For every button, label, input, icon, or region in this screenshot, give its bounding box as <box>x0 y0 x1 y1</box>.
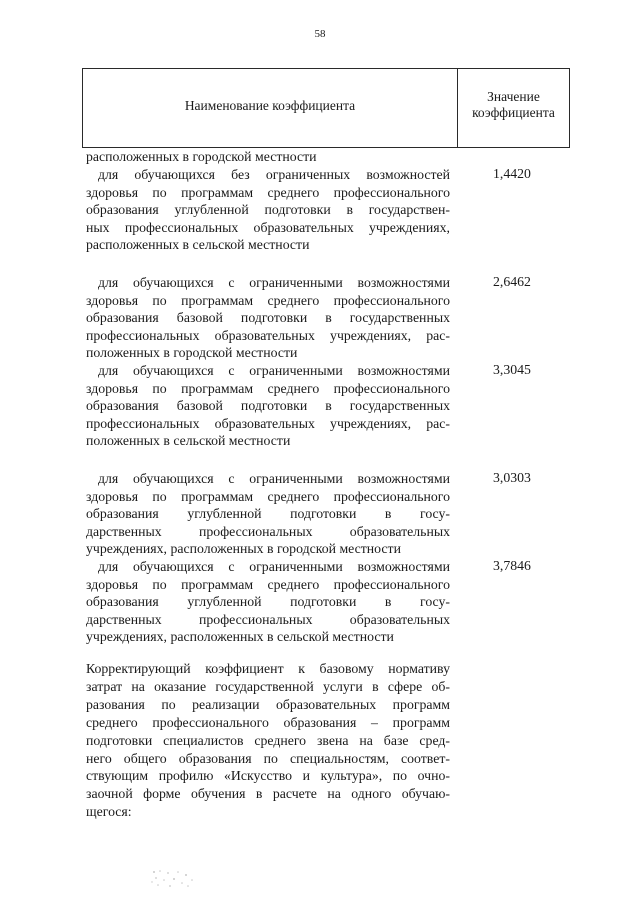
row-value: 3,0303 <box>493 470 531 485</box>
continuation-row <box>86 148 450 166</box>
row-value: 1,4420 <box>493 166 531 181</box>
table-header <box>82 68 570 148</box>
row-line: дарственных профессиональных образовательных <box>86 523 450 539</box>
table-row <box>86 274 450 362</box>
paragraph-line: заочной форме обучения в расчете на одного обучаю- <box>86 786 450 802</box>
table-row <box>86 166 450 254</box>
row-line: положенных в городской местности <box>86 345 298 361</box>
paragraph-line: затрат на оказание государственной услуги в сфере об- <box>86 678 450 694</box>
row-line: учреждениях, расположенных в городской местности <box>86 541 401 557</box>
row-line: ных профессиональных образовательных учреждениях, <box>86 219 450 235</box>
table-row <box>86 362 450 450</box>
row-line: образования базовой подготовки в государственных <box>86 398 450 414</box>
continuation-line: расположенных в городской местности <box>86 149 317 164</box>
paragraph-line: среднего профессионального образования – программ <box>86 714 450 730</box>
row-line: здоровья по программам среднего профессионального <box>86 292 450 308</box>
row-line: здоровья по программам среднего профессионального <box>86 488 450 504</box>
row-line: образования углубленной подготовки в госу- <box>86 594 450 610</box>
coefficient-value-header-line2: коэффициента <box>472 105 555 120</box>
paragraph-line: него общего образования по специальностям, соответ- <box>86 750 450 766</box>
row-line: здоровья по программам среднего профессионального <box>86 184 450 200</box>
row-line: здоровья по программам среднего профессионального <box>86 576 450 592</box>
coefficient-name-header-label: Наименование коэффициента <box>184 98 356 113</box>
row-line: для обучающихся с ограниченными возможностями <box>98 275 450 290</box>
row-value: 2,6462 <box>493 274 531 289</box>
row-line: для обучающихся с ограниченными возможностями <box>98 559 450 574</box>
row-line: расположенных в сельской местности <box>86 237 310 253</box>
coefficient-value-header-line1: Значение <box>487 89 540 104</box>
paragraph-line: ствующим профилю «Искусство и культура», по очно- <box>86 768 450 784</box>
table-row <box>86 558 450 646</box>
row-line: для обучающихся с ограниченными возможностями <box>98 471 450 486</box>
paragraph-line: Корректирующий коэффициент к базовому нормативу <box>86 661 450 676</box>
row-line: для обучающихся без ограниченных возможностей <box>98 167 450 182</box>
coefficient-name-header <box>83 69 458 147</box>
row-line: положенных в сельской местности <box>86 433 291 449</box>
row-line: дарственных профессиональных образовательных <box>86 611 450 627</box>
row-line: профессиональных образовательных учреждениях, рас- <box>86 415 450 431</box>
page-number: 58 <box>314 28 326 40</box>
coefficient-value-header <box>458 89 569 121</box>
coefficient-description-paragraph <box>86 660 450 821</box>
row-line: образования углубленной подготовки в государствен- <box>86 202 450 218</box>
paragraph-line: разования по реализации образовательных программ <box>86 696 450 712</box>
row-line: образования углубленной подготовки в госу- <box>86 506 450 522</box>
row-line: профессиональных образовательных учреждениях, рас- <box>86 327 450 343</box>
row-line: для обучающихся с ограниченными возможностями <box>98 363 450 378</box>
paragraph-line: щегося: <box>86 804 132 820</box>
row-value: 3,7846 <box>493 558 531 573</box>
row-line: учреждениях, расположенных в сельской местности <box>86 629 394 645</box>
faint-stamp-mark <box>148 868 198 890</box>
row-line: образования базовой подготовки в государственных <box>86 310 450 326</box>
table-row <box>86 470 450 558</box>
row-line: здоровья по программам среднего профессионального <box>86 380 450 396</box>
paragraph-line: подготовки специалистов среднего звена на базе сред- <box>86 732 450 748</box>
row-value: 3,3045 <box>493 362 531 377</box>
